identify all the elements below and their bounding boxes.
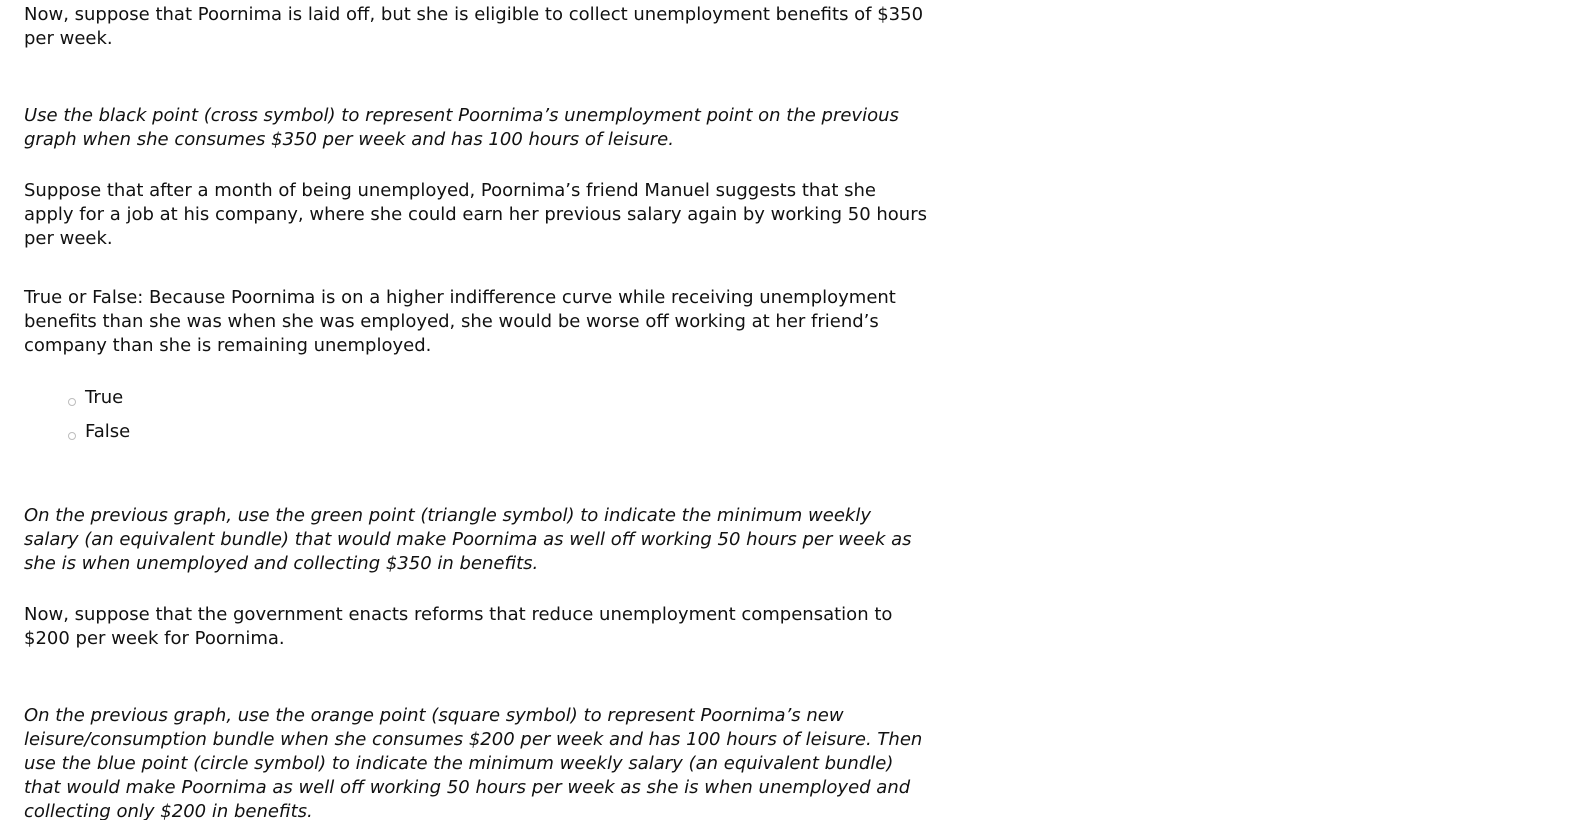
radio-true[interactable]: [68, 398, 76, 406]
option-true[interactable]: [68, 381, 929, 415]
true-false-options: [68, 381, 929, 449]
scenario-paragraph: Suppose that after a month of being unemployed, Poornima’s friend Manuel suggests that she apply for a job at his company, where she could earn her previous salary again by working 50 hours per week.: [24, 180, 927, 249]
intro-paragraph: Now, suppose that Poornima is laid off, but she is eligible to collect unemployment benefits of $350 per week.: [24, 4, 924, 49]
question-content: [24, 3, 929, 820]
instruction-green-point: On the previous graph, use the green point (triangle symbol) to indicate the minimum weekly salary (an equivalent bundle) that would make Poornima as well off working 50 hours per week as she is when unemployed and collecting $350 in benefits.: [24, 505, 912, 574]
option-true-label: True: [85, 387, 124, 408]
true-false-question: True or False: Because Poornima is on a higher indifference curve while receiving unemployment benefits than she was when she was employed, she would be worse off working at her friend’s company than she is remaining unemployed.: [24, 287, 896, 356]
reform-paragraph: Now, suppose that the government enacts reforms that reduce unemployment compensation to $200 per week for Poornima.: [24, 604, 893, 649]
option-false[interactable]: [68, 415, 929, 449]
instruction-orange-blue-points: On the previous graph, use the orange point (square symbol) to represent Poornima’s new leisure/consumption bundle when she consumes $200 per week and has 100 hours of leisure. Then use the blue point (circle symbol) to indicate the minimum weekly salary (an equivalent bundle) that would make Poornima as well off working 50 hours per week as she is when unemployed and collecting only $200 in benefits.: [24, 705, 923, 820]
option-false-label: False: [85, 421, 131, 442]
radio-false[interactable]: [68, 432, 76, 440]
instruction-black-point: Use the black point (cross symbol) to represent Poornima’s unemployment point on the previous graph when she consumes $350 per week and has 100 hours of leisure.: [24, 105, 899, 150]
